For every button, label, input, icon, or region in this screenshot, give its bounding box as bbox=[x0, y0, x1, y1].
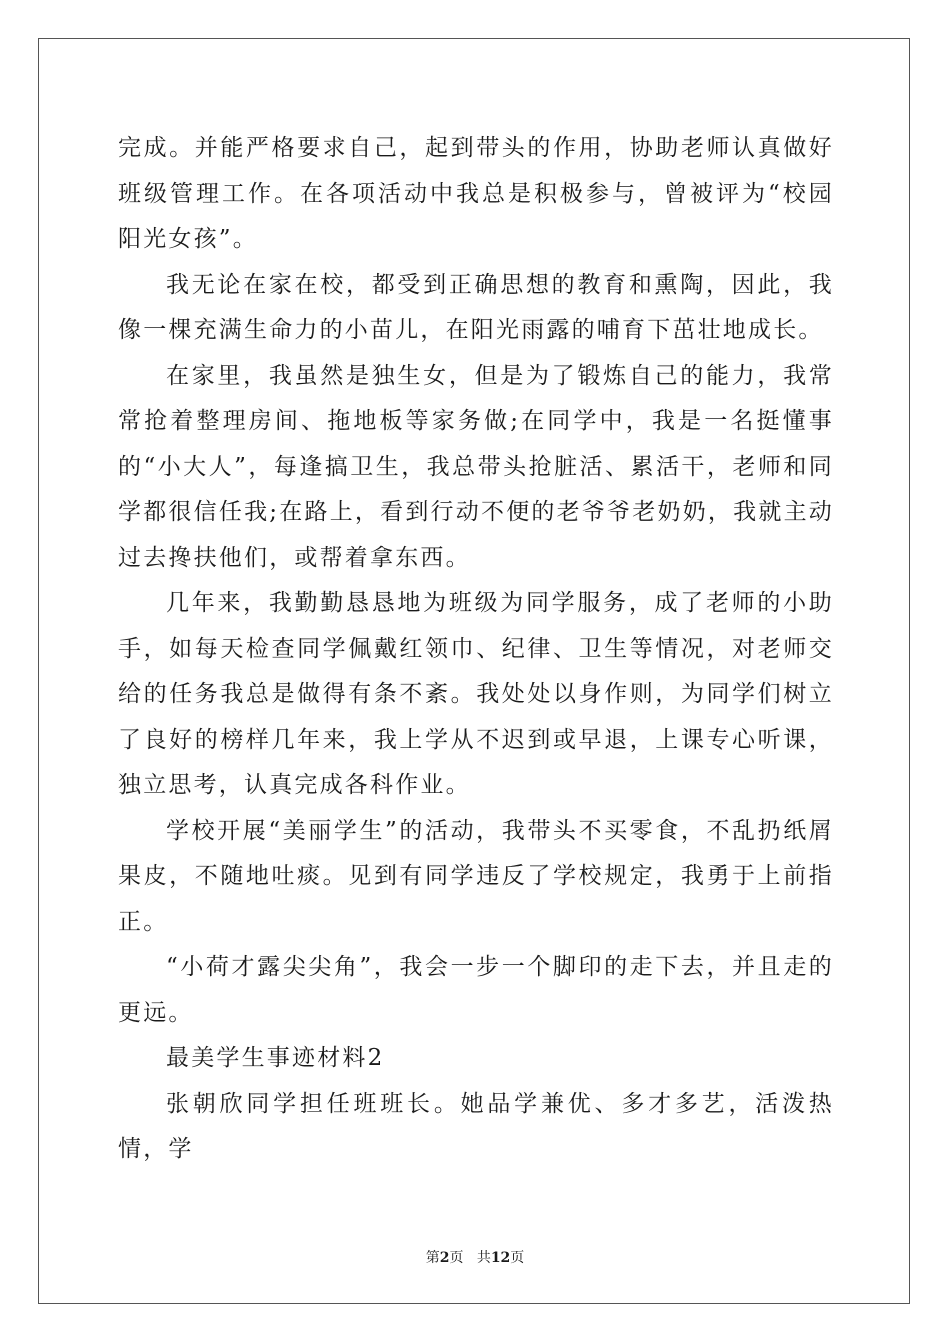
document-body bbox=[118, 126, 834, 1173]
page-footer bbox=[0, 1247, 950, 1267]
paragraph-6: “小荷才露尖尖角”，我会一步一个脚印的走下去，并且走的更远。 bbox=[118, 954, 834, 1026]
paragraph-7: 张朝欣同学担任班班长。她品学兼优、多才多艺，活泼热情，学 bbox=[118, 1090, 834, 1162]
footer-page-total: 12 bbox=[490, 1250, 511, 1266]
footer-page-prefix: 第 bbox=[425, 1250, 440, 1266]
footer-page-suffix: 页 bbox=[449, 1250, 464, 1266]
paragraph-1: 完成。并能严格要求自己，起到带头的作用，协助老师认真做好班级管理工作。在各项活动中我总是积极参与，曾被评为“校园阳光女孩”。 bbox=[118, 135, 834, 252]
paragraph-5: 学校开展“美丽学生”的活动，我带头不买零食，不乱扔纸屑果皮，不随地吐痰。见到有同学违反了学校规定，我勇于上前指正。 bbox=[118, 817, 834, 935]
paragraph-4: 几年来，我勤勤恳恳地为班级为同学服务，成了老师的小助手，如每天检查同学佩戴红领巾、纪律、卫生等情况，对老师交给的任务我总是做得有条不紊。我处处以身作则，为同学们树立了良好的榜样几年来，我上学从不迟到或早退，上课专心听课，独立思考，认真完成各科作业。 bbox=[118, 590, 834, 798]
paragraph-2: 我无论在家在校，都受到正确思想的教育和熏陶，因此，我像一棵充满生命力的小苗儿，在阳光雨露的哺育下茁壮地成长。 bbox=[118, 271, 834, 343]
paragraph-3: 在家里，我虽然是独生女，但是为了锻炼自己的能力，我常常抢着整理房间、拖地板等家务做;在同学中，我是一名挺懂事的“小大人”，每逢搞卫生，我总带头抢脏活、累活干，老师和同学都很信任我;在路上，看到行动不便的老爷爷老奶奶，我就主动过去搀扶他们，或帮着拿东西。 bbox=[118, 362, 834, 571]
footer-total-prefix: 共 bbox=[476, 1250, 491, 1266]
section-heading: 最美学生事迹材料2 bbox=[166, 1045, 385, 1071]
footer-page-current: 2 bbox=[439, 1250, 450, 1266]
footer-total-suffix: 页 bbox=[510, 1250, 525, 1266]
